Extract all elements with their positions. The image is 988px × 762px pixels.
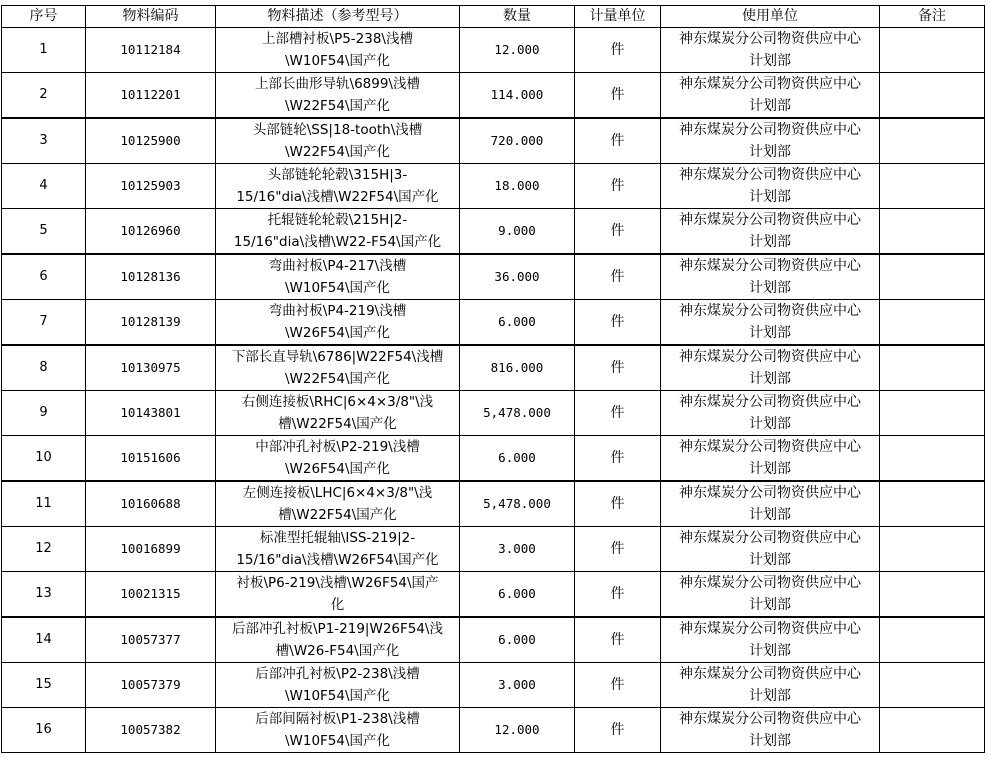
cell-material-description <box>216 481 460 527</box>
header-material-code: 物料编码 <box>86 6 216 28</box>
department-line: 神东煤炭分公司物资供应中心 <box>679 349 861 365</box>
department-line: 神东煤炭分公司物资供应中心 <box>679 394 861 410</box>
cell-department <box>661 118 880 164</box>
cell-material-code: 10021315 <box>86 572 216 618</box>
material-table <box>1 5 985 753</box>
cell-unit: 件 <box>575 73 661 119</box>
cell-department <box>661 527 880 572</box>
department-line: 神东煤炭分公司物资供应中心 <box>679 212 861 228</box>
cell-material-code: 10057382 <box>86 708 216 753</box>
description-line: 15/16"dia\浅槽\W22-F54\国产化 <box>233 234 442 250</box>
cell-department <box>661 345 880 391</box>
cell-unit: 件 <box>575 436 661 482</box>
cell-unit: 件 <box>575 345 661 391</box>
cell-quantity: 5,478.000 <box>460 481 575 527</box>
cell-serial: 6 <box>2 254 86 300</box>
department-line: 神东煤炭分公司物资供应中心 <box>679 167 861 183</box>
description-line: 上部长曲形导轨\6899\浅槽 <box>255 76 420 92</box>
cell-unit: 件 <box>575 254 661 300</box>
department-line: 神东煤炭分公司物资供应中心 <box>679 122 861 138</box>
cell-serial: 12 <box>2 527 86 572</box>
department-line: 计划部 <box>749 552 791 568</box>
description-line: 托辊链轮轮毂\215H|2- <box>267 212 408 228</box>
description-line: \W10F54\国产化 <box>284 688 391 704</box>
cell-remarks <box>880 118 985 164</box>
cell-material-code: 10112184 <box>86 28 216 73</box>
cell-department <box>661 708 880 753</box>
description-line: 衬板\P6-219\浅槽\W26F54\国产 <box>236 575 439 591</box>
cell-quantity: 18.000 <box>460 164 575 209</box>
description-line: 标准型托辊轴\ISS-219|2- <box>259 530 416 546</box>
cell-unit: 件 <box>575 481 661 527</box>
cell-material-code: 10151606 <box>86 436 216 482</box>
department-line: 神东煤炭分公司物资供应中心 <box>679 666 861 682</box>
department-line: 计划部 <box>749 371 791 387</box>
department-line: 计划部 <box>749 189 791 205</box>
header-department: 使用单位 <box>661 6 880 28</box>
cell-remarks <box>880 73 985 119</box>
department-line: 计划部 <box>749 53 791 69</box>
cell-material-code: 10057377 <box>86 617 216 663</box>
description-line: \W22F54\国产化 <box>284 144 391 160</box>
cell-quantity: 6.000 <box>460 617 575 663</box>
cell-material-description <box>216 209 460 255</box>
cell-serial: 4 <box>2 164 86 209</box>
description-line: 弯曲衬板\P4-217\浅槽 <box>268 258 407 274</box>
description-line: \W26F54\国产化 <box>284 461 391 477</box>
department-line: 计划部 <box>749 733 791 749</box>
cell-quantity: 6.000 <box>460 436 575 482</box>
cell-quantity: 5,478.000 <box>460 391 575 436</box>
description-line: 槽\W22F54\国产化 <box>278 416 397 432</box>
cell-serial: 7 <box>2 300 86 346</box>
description-line: 槽\W22F54\国产化 <box>278 507 397 523</box>
department-line: 计划部 <box>749 643 791 659</box>
cell-quantity: 816.000 <box>460 345 575 391</box>
cell-unit: 件 <box>575 708 661 753</box>
cell-material-code: 10125900 <box>86 118 216 164</box>
table-row <box>2 708 985 753</box>
cell-material-description <box>216 300 460 346</box>
department-line: 计划部 <box>749 280 791 296</box>
cell-remarks <box>880 28 985 73</box>
header-serial: 序号 <box>2 6 86 28</box>
cell-remarks <box>880 708 985 753</box>
cell-serial: 2 <box>2 73 86 119</box>
cell-serial: 10 <box>2 436 86 482</box>
cell-remarks <box>880 617 985 663</box>
department-line: 神东煤炭分公司物资供应中心 <box>679 621 861 637</box>
cell-quantity: 114.000 <box>460 73 575 119</box>
cell-department <box>661 209 880 255</box>
header-material-description: 物料描述（参考型号） <box>216 6 460 28</box>
cell-department <box>661 436 880 482</box>
department-line: 神东煤炭分公司物资供应中心 <box>679 711 861 727</box>
cell-department <box>661 73 880 119</box>
cell-unit: 件 <box>575 209 661 255</box>
cell-material-code: 10112201 <box>86 73 216 119</box>
cell-material-description <box>216 118 460 164</box>
description-line: \W22F54\国产化 <box>284 371 391 387</box>
description-line: 后部冲孔衬板\P1-219|W26F54\浅 <box>232 621 443 637</box>
table-row <box>2 481 985 527</box>
description-line: 后部间隔衬板\P1-238\浅槽 <box>255 711 420 727</box>
cell-material-description <box>216 28 460 73</box>
department-line: 计划部 <box>749 98 791 114</box>
cell-department <box>661 572 880 618</box>
cell-unit: 件 <box>575 572 661 618</box>
table-row <box>2 164 985 209</box>
cell-material-description <box>216 73 460 119</box>
department-line: 计划部 <box>749 234 791 250</box>
department-line: 计划部 <box>749 688 791 704</box>
cell-unit: 件 <box>575 663 661 708</box>
cell-material-code: 10143801 <box>86 391 216 436</box>
cell-serial: 3 <box>2 118 86 164</box>
cell-unit: 件 <box>575 391 661 436</box>
cell-department <box>661 617 880 663</box>
cell-unit: 件 <box>575 28 661 73</box>
description-line: 左侧连接板\LHC|6×4×3/8"\浅 <box>242 485 433 501</box>
description-line: \W26F54\国产化 <box>284 325 391 341</box>
description-line: 下部长直导轨\6786|W22F54\浅槽 <box>231 349 444 365</box>
description-line: 15/16"dia\浅槽\W22F54\国产化 <box>236 189 439 205</box>
department-line: 神东煤炭分公司物资供应中心 <box>679 530 861 546</box>
cell-material-code: 10057379 <box>86 663 216 708</box>
cell-remarks <box>880 527 985 572</box>
cell-material-description <box>216 391 460 436</box>
department-line: 神东煤炭分公司物资供应中心 <box>679 575 861 591</box>
table-row <box>2 527 985 572</box>
department-line: 计划部 <box>749 461 791 477</box>
cell-material-code: 10130975 <box>86 345 216 391</box>
cell-remarks <box>880 345 985 391</box>
cell-remarks <box>880 254 985 300</box>
cell-material-description <box>216 436 460 482</box>
department-line: 神东煤炭分公司物资供应中心 <box>679 485 861 501</box>
table-row <box>2 73 985 119</box>
cell-remarks <box>880 300 985 346</box>
cell-unit: 件 <box>575 118 661 164</box>
cell-material-code: 10128139 <box>86 300 216 346</box>
cell-quantity: 12.000 <box>460 708 575 753</box>
cell-material-description <box>216 663 460 708</box>
table-row <box>2 345 985 391</box>
cell-remarks <box>880 572 985 618</box>
cell-unit: 件 <box>575 300 661 346</box>
cell-department <box>661 254 880 300</box>
department-line: 神东煤炭分公司物资供应中心 <box>679 258 861 274</box>
department-line: 神东煤炭分公司物资供应中心 <box>679 76 861 92</box>
cell-serial: 15 <box>2 663 86 708</box>
cell-department <box>661 164 880 209</box>
cell-material-description <box>216 254 460 300</box>
cell-serial: 1 <box>2 28 86 73</box>
cell-material-description <box>216 345 460 391</box>
cell-material-code: 10125903 <box>86 164 216 209</box>
department-line: 神东煤炭分公司物资供应中心 <box>679 439 861 455</box>
cell-unit: 件 <box>575 617 661 663</box>
cell-serial: 11 <box>2 481 86 527</box>
cell-remarks <box>880 436 985 482</box>
cell-serial: 13 <box>2 572 86 618</box>
table-row <box>2 300 985 346</box>
header-unit: 计量单位 <box>575 6 661 28</box>
cell-remarks <box>880 164 985 209</box>
cell-material-description <box>216 617 460 663</box>
description-line: 上部槽衬板\P5-238\浅槽 <box>262 31 413 47</box>
table-body <box>2 28 985 753</box>
description-line: \W10F54\国产化 <box>284 733 391 749</box>
cell-unit: 件 <box>575 164 661 209</box>
description-line: 槽\W26-F54\国产化 <box>275 643 400 659</box>
cell-department <box>661 663 880 708</box>
description-line: 弯曲衬板\P4-219\浅槽 <box>268 303 407 319</box>
cell-quantity: 3.000 <box>460 527 575 572</box>
department-line: 神东煤炭分公司物资供应中心 <box>679 303 861 319</box>
cell-quantity: 6.000 <box>460 300 575 346</box>
cell-quantity: 720.000 <box>460 118 575 164</box>
description-line: 15/16"dia\浅槽\W26F54\国产化 <box>236 552 439 568</box>
cell-quantity: 36.000 <box>460 254 575 300</box>
cell-quantity: 12.000 <box>460 28 575 73</box>
cell-serial: 8 <box>2 345 86 391</box>
cell-serial: 16 <box>2 708 86 753</box>
description-line: 头部链轮轮毂\315H|3- <box>267 167 408 183</box>
cell-department <box>661 391 880 436</box>
cell-remarks <box>880 209 985 255</box>
department-line: 计划部 <box>749 325 791 341</box>
department-line: 计划部 <box>749 507 791 523</box>
cell-remarks <box>880 391 985 436</box>
cell-material-description <box>216 572 460 618</box>
header-row <box>2 6 985 28</box>
description-line: \W10F54\国产化 <box>284 53 391 69</box>
department-line: 计划部 <box>749 416 791 432</box>
description-line: 右侧连接板\RHC|6×4×3/8"\浅 <box>241 394 434 410</box>
cell-quantity: 6.000 <box>460 572 575 618</box>
description-line: 化 <box>330 597 345 613</box>
cell-material-code: 10016899 <box>86 527 216 572</box>
cell-department <box>661 300 880 346</box>
cell-quantity: 3.000 <box>460 663 575 708</box>
table-row <box>2 28 985 73</box>
cell-material-code: 10128136 <box>86 254 216 300</box>
table-row <box>2 436 985 482</box>
cell-unit: 件 <box>575 527 661 572</box>
cell-material-description <box>216 527 460 572</box>
cell-serial: 14 <box>2 617 86 663</box>
table-row <box>2 663 985 708</box>
header-remarks: 备注 <box>880 6 985 28</box>
description-line: 中部冲孔衬板\P2-219\浅槽 <box>255 439 420 455</box>
description-line: \W10F54\国产化 <box>284 280 391 296</box>
table-row <box>2 254 985 300</box>
department-line: 计划部 <box>749 144 791 160</box>
cell-material-description <box>216 708 460 753</box>
cell-remarks <box>880 481 985 527</box>
department-line: 神东煤炭分公司物资供应中心 <box>679 31 861 47</box>
cell-remarks <box>880 663 985 708</box>
cell-material-code: 10160688 <box>86 481 216 527</box>
description-line: \W22F54\国产化 <box>284 98 391 114</box>
description-line: 头部链轮\SS|18-tooth\浅槽 <box>252 122 423 138</box>
table-row <box>2 391 985 436</box>
cell-department <box>661 28 880 73</box>
cell-material-description <box>216 164 460 209</box>
cell-serial: 9 <box>2 391 86 436</box>
description-line: 后部冲孔衬板\P2-238\浅槽 <box>255 666 420 682</box>
cell-quantity: 9.000 <box>460 209 575 255</box>
table-row <box>2 118 985 164</box>
cell-serial: 5 <box>2 209 86 255</box>
header-quantity: 数量 <box>460 6 575 28</box>
table-row <box>2 617 985 663</box>
table-row <box>2 572 985 618</box>
table-row <box>2 209 985 255</box>
cell-department <box>661 481 880 527</box>
cell-material-code: 10126960 <box>86 209 216 255</box>
department-line: 计划部 <box>749 597 791 613</box>
